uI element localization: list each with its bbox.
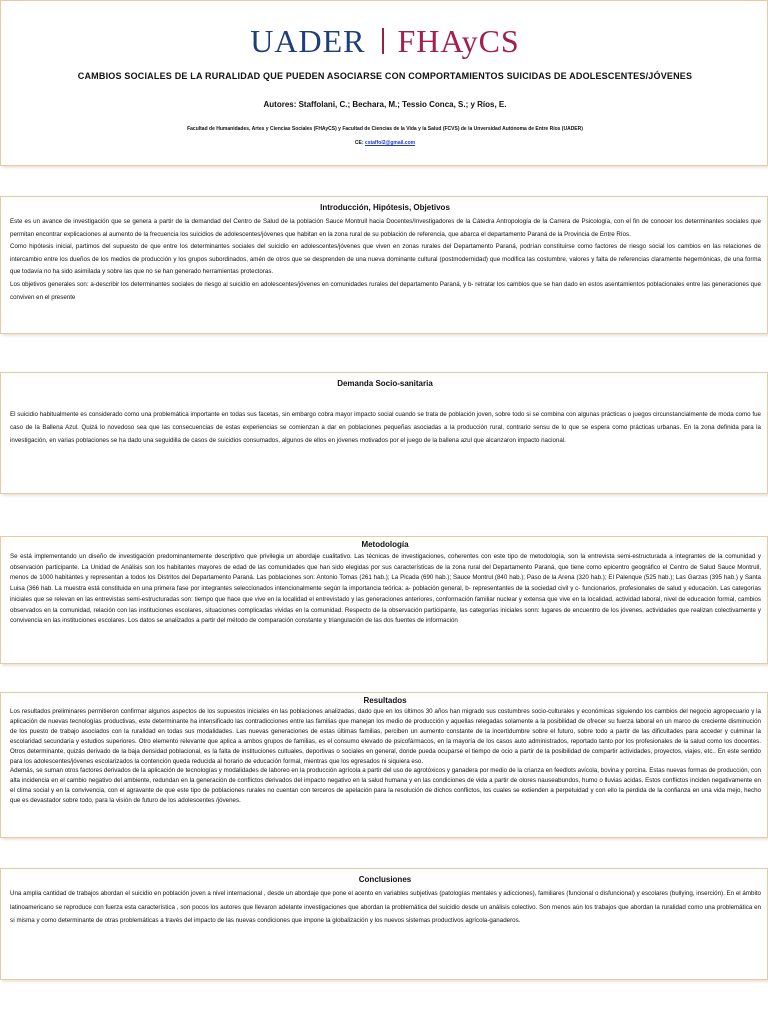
resultados-paragraph: Además, se suman otros factores derivados de la aplicación de tecnologías y modalidades de laboreo en la producción agrícola a partir del uso de agrotóxicos y ganadera por medio de la crianza en feedlots avícola, bovina y porcina. Estas nuevas formas de producción, con alta incidencia en el cambio negativo del ambiente, redundan en la generación de conflictos derivados del impacto negativo en la salud humana y en las condiciones de vida a partir de olores nauseabundos, humo o lluvias acidas. Estos conflictos inciden negativamente en el clima social y en la convivencia, con el agravante de que este tipo de poblaciones rurales no cuentan con terceros de apelación para la resolución de dichos conflictos, los cuales se extienden a perpetuidad y con ello la perdida de la confianza en una vida mejo, hecho que es devastador sobre todo, para la visión de futuro de los adolescentes /jóvenes. bbox=[10, 767, 761, 805]
demanda-title: Demanda Socio-sanitaria bbox=[337, 379, 433, 388]
intro-paragraph: Este es un avance de investigación que se genera a partir de la demandad del Centro de Salud de la población Sauce Montrull hacia Docentes/Investigadores de la Cátedra Antropología de la Carrera de Psicología, con el fin de conocer los determinantes sociales que permitan encontrar explicaciones al aumento de la frecuencia los suicidios de adolescentes/jóvenes que habitan en la zona rural de su población de referencia, que abarca el departamento Paraná de la Provincia de Entre Ríos. bbox=[10, 218, 761, 238]
intro-paragraph: Los objetivos generales son: a-describir los determinantes sociales de riesgo al suicidio en adolescentes/jóvenes en comunidades rurales del departamento Paraná, y b- retratar los cambios que se han dado en estos asentamientos poblacionales entre las generaciones que conviven en el presente bbox=[10, 280, 761, 301]
resultados-section bbox=[0, 692, 768, 838]
demanda-section bbox=[0, 372, 768, 494]
metodologia-paragraph: Se está implementando un diseño de investigación predominantemente descriptivo que privilegia un abordaje cualitativo. Las técnicas de investigaciones, coherentes con este tipo de metodología, son la entrevista semi-estructurada a integrantes de la comunidad y observación participante. La Unidad de Análisis son los habitantes mayores de edad de las comunidades que han sido elegidas por sus características de la zona rural del Departamento Paraná, que tiene como epicentro geográfico el Centro de Salud Sauce Montrull, menos de 1000 habitantes y representan a todos los Distritos del Departamento Paraná. Las poblaciones son: Antonio Tomas (261 hab.); La Picada (690 hab.); Sauce Montrul (840 hab.); Paso de la Arena (320 hab.); El Palenque (525 hab.); Las Garzas (395 hab.) y Santa Luisa (366 hab. La muestra está constituida en una primera fase por integrantes seleccionados intencionalmente según la importancia teórica: a- población general, b- representantes de la sociedad civil y c- funcionarios, profesionales de salud y educación. Las categorías iniciales que se relevan en las entrevistas semi-estructuradas son: tiempo que hace que vive en la localidad el entrevistado y las generaciones anteriores, conformación familiar nuclear y extensa que vive en la localidad, actividad laboral, nivel de educación formal, cambios observados en la comunidad, relación con las instituciones escolares, situaciones complicadas vividas en la comunidad. Respecto de la observación participante, las categorías iniciales sonn: lugares de encuentro de los jóvenes, actividades que realizan colectivamente y convivencia en las instituciones escolares. Los datos se analizados a partir del método de comparación constante y triangulación de las dos fuentes de información bbox=[10, 553, 761, 625]
authors-line: Autores: Staffolani, C.; Bechara, M.; Tessio Conca, S.; y Ríos, E. bbox=[263, 100, 507, 109]
conclusiones-title: Conclusiones bbox=[358, 875, 412, 884]
institution-logos bbox=[1, 23, 768, 59]
conclusiones-body bbox=[10, 887, 761, 928]
metodologia-section bbox=[0, 536, 768, 664]
demanda-body bbox=[10, 408, 761, 447]
uader-logo bbox=[250, 23, 365, 59]
resultados-title: Resultados bbox=[363, 696, 407, 705]
metodologia-title: Metodología bbox=[361, 540, 409, 549]
contact-label: CE: bbox=[354, 140, 364, 146]
conclusiones-paragraph: Una amplia cantidad de trabajos abordan el suicidio en población joven a nivel internacional , desde un abordaje que pone el acento en variables subjetivas (patologías mentales y adicciones), familiares (funcional o disfuncional) y escolares (bullying, inserción). En el ámbito latinoamericano se reproduce con fuerza esta característica , son pocos los autores que llevaron adelante investigaciones que abordan la problemática del suicidio desde un análisis colectivo. Son menos aún los trabajos que abordan la ruralidad como una problemática en sí misma y como determinante de otras problemáticas a través del impacto de las nuevas condiciones que impone la globalización y los nuevos sistemas productivos agrícola-ganaderos. bbox=[10, 890, 761, 925]
demanda-paragraph: El suicidio habitualmente es considerado como una problemática importante en todas sus facetas, sin embargo cobra mayor impacto social cuando se trata de población joven, sobre todo si se combina con algunas prácticas o juegos circunstancialmente de moda como fue caso de la Ballena Azul. Quizá lo novedoso sea que las consecuencias de estas experiencias se comienzan a dar en poblaciones pequeñas asociadas a la producción rural, contrario sensu de lo que se espera como prácticas urbanas. En la zona definida para la investigación, en varias poblaciones se ha dado una seguidilla de casos de suicidios consumados, algunos de ellos en jóvenes motivados por el juego de la ballena azul que alcanzaron impacto nacional. bbox=[10, 411, 761, 444]
contact-email-link[interactable]: cstaffol2@gmail.com bbox=[364, 140, 416, 146]
intro-paragraph: Como hipótesis inicial, partimos del supuesto de que entre los determinantes sociales del suicidio en adolescentes/jóvenes que viven en zonas rurales del Departamento Paraná, podrían constituirse como factores de riesgo social los cambios en las relaciones de intercambio entre los dueños de los medios de producción y los grupos subordinados, amén de otros que se desprenden de una nueva dominante cultural (postmodernidad) que modifica las costumbre, valores y falta de referencias claramente hegemónicas, de una forma que todavía no ha sido asimilada y sobre las que no se han generado herramientas protectoras. bbox=[10, 243, 761, 276]
contact-line bbox=[1, 140, 768, 146]
metodologia-body bbox=[10, 552, 761, 627]
conclusiones-section bbox=[0, 868, 768, 980]
intro-body bbox=[10, 216, 761, 304]
logo-divider bbox=[382, 28, 384, 54]
resultados-paragraph: Los resultados preliminares permitieron confirmar algunos aspectos de los supuestos iniciales en las poblaciones analizadas, dado que en los últimos 30 años han migrado sus costumbres socio-culturales y económicas siguiendo los cambios del negocio agropecuario y la aplicación de nuevas tecnologías productivas, este determinante ha intensificado las contradicciones entre las familias que manejan los medio de producción y aquellas relegadas solamente a la posibilidad de ofrecer su fuerza laboral en un marco de creciente disminución de los puesto de trabajo asociados con la ruralidad en todas sus modalidades. Las nuevas generaciones de estas últimas familias, perciben un aumento constante de la incertidumbre sobre el futuro, sobre todo a partir de las dificultades para acceder y culminar la escolaridad secundaria y estudios superiores. Otro elemento relevante que aplica a ambos grupos de familias, es el consumo elevado de psicofármacos, en la mayoría de los casos auto administrados, reportado tanto por los profesionales de la salud como los docentes. Otros determinante, quizás derivado de la baja densidad poblacional, es la falta de instituciones cultuales, deportivas o sociales en general, donde pueda ocuparse el tiempo de ocio a partir de la posibilidad de compartir actividades, proyectos, viajes, etc.. En este sentido para los adolescentes/jóvenes escolarizados la contención queda reducida al horario de educación formal, mientras que los egresados ni siquiera eso. bbox=[10, 708, 761, 765]
intro-title: Introducción, Hipótesis, Objetivos bbox=[320, 203, 450, 212]
poster-title: CAMBIOS SOCIALES DE LA RURALIDAD QUE PUEDEN ASOCIARSE CON COMPORTAMIENTOS SUICIDAS DE ADOLESCENTES/JÓVENES bbox=[77, 71, 693, 81]
fhaycs-logo-text: FHAyCS bbox=[397, 23, 520, 59]
intro-section bbox=[0, 196, 768, 334]
affiliation-line: Facultad de Humanidades, Artes y Ciencias Sociales (FHAyCS) y Facultad de Ciencias de la Vida y la Salud (FCVS) de la Unversidad Autónoma de Entre Ríos (UADER) bbox=[187, 126, 583, 132]
fhaycs-logo bbox=[398, 23, 520, 59]
poster-header bbox=[0, 0, 768, 166]
uader-logo-text: UADER bbox=[250, 23, 366, 59]
resultados-body bbox=[10, 707, 761, 806]
